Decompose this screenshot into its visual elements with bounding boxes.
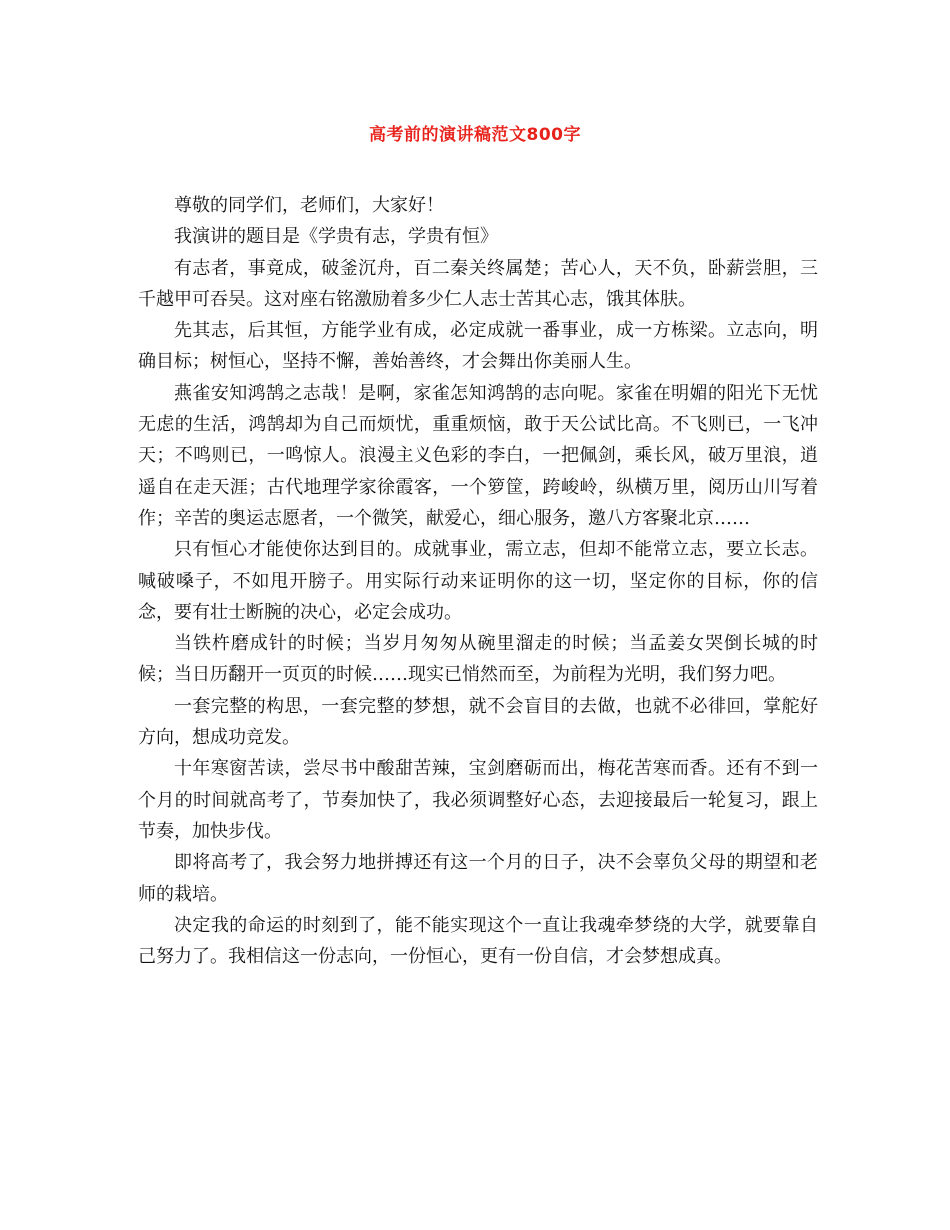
paragraph-10: 即将高考了，我会努力地拼搏还有这一个月的日子，决不会辜负父母的期望和老师的栽培。 xyxy=(138,852,818,905)
paragraph-8: 一套完整的构思，一套完整的梦想，就不会盲目的去做，也就不必徘回，掌舵好方向，想成功竞发。 xyxy=(138,695,818,749)
paragraph-topic: 我演讲的题目是《学贵有志，学贵有恒》 xyxy=(174,226,498,248)
paragraph-9: 十年寒窗苦读，尝尽书中酸甜苦辣，宝剑磨砺而出，梅花苦寒而香。还有不到一个月的时间就高考了，节奏加快了，我必须调整好心态，去迎接最后一轮复习，跟上节奏，加快步伐。 xyxy=(138,758,818,842)
paragraph-4: 先其志，后其恒，方能学业有成，必定成就一番事业，成一方栋梁。立志向，明确目标；树恒心，坚持不懈，善始善终，才会舞出你美丽人生。 xyxy=(138,320,818,373)
paragraph-greeting: 尊敬的同学们，老师们，大家好！ xyxy=(174,195,444,216)
paragraph-5: 燕雀安知鸿鹄之志哉！是啊，家雀怎知鸿鹄的志向呢。家雀在明媚的阳光下无忧无虑的生活，鸿鹄却为自己而烦忧，重重烦恼，敢于天公试比高。不飞则已，一飞冲天；不鸣则已，一鸣惊人。浪漫主义色彩的李白，一把佩剑，乘长风，破万里浪，逍遥自在走天涯；古代地理学家徐霞客，一个箩筐，跨峻岭，纵横万里，阅历山川写着作；辛苦的奥运志愿者，一个微笑，献爱心，细心服务，邀八方客聚北京…… xyxy=(138,382,818,529)
paragraph-6: 只有恒心才能使你达到目的。成就事业，需立志，但却不能常立志，要立长志。喊破嗓子，不如甩开膀子。用实际行动来证明你的这一切，坚定你的目标，你的信念，要有壮士断腕的决心，必定会成功。 xyxy=(138,539,818,623)
paragraph-7: 当铁杵磨成针的时候；当岁月匆匆从碗里溜走的时候；当孟姜女哭倒长城的时候；当日历翻开一页页的时候……现实已悄然而至，为前程为光明，我们努力吧。 xyxy=(138,633,818,686)
document-body xyxy=(138,190,818,972)
paragraph-3: 有志者，事竟成，破釜沉舟，百二秦关终属楚；苦心人，天不负，卧薪尝胆，三千越甲可吞吴。这对座右铭激励着多少仁人志士苦其心志，饿其体肤。 xyxy=(138,257,818,310)
document-title: 高考前的演讲稿范文800字 xyxy=(369,125,581,145)
paragraph-11: 决定我的命运的时刻到了，能不能实现这个一直让我魂牵梦绕的大学，就要靠自己努力了。我相信这一份志向，一份恒心，更有一份自信，才会梦想成真。 xyxy=(138,914,818,968)
